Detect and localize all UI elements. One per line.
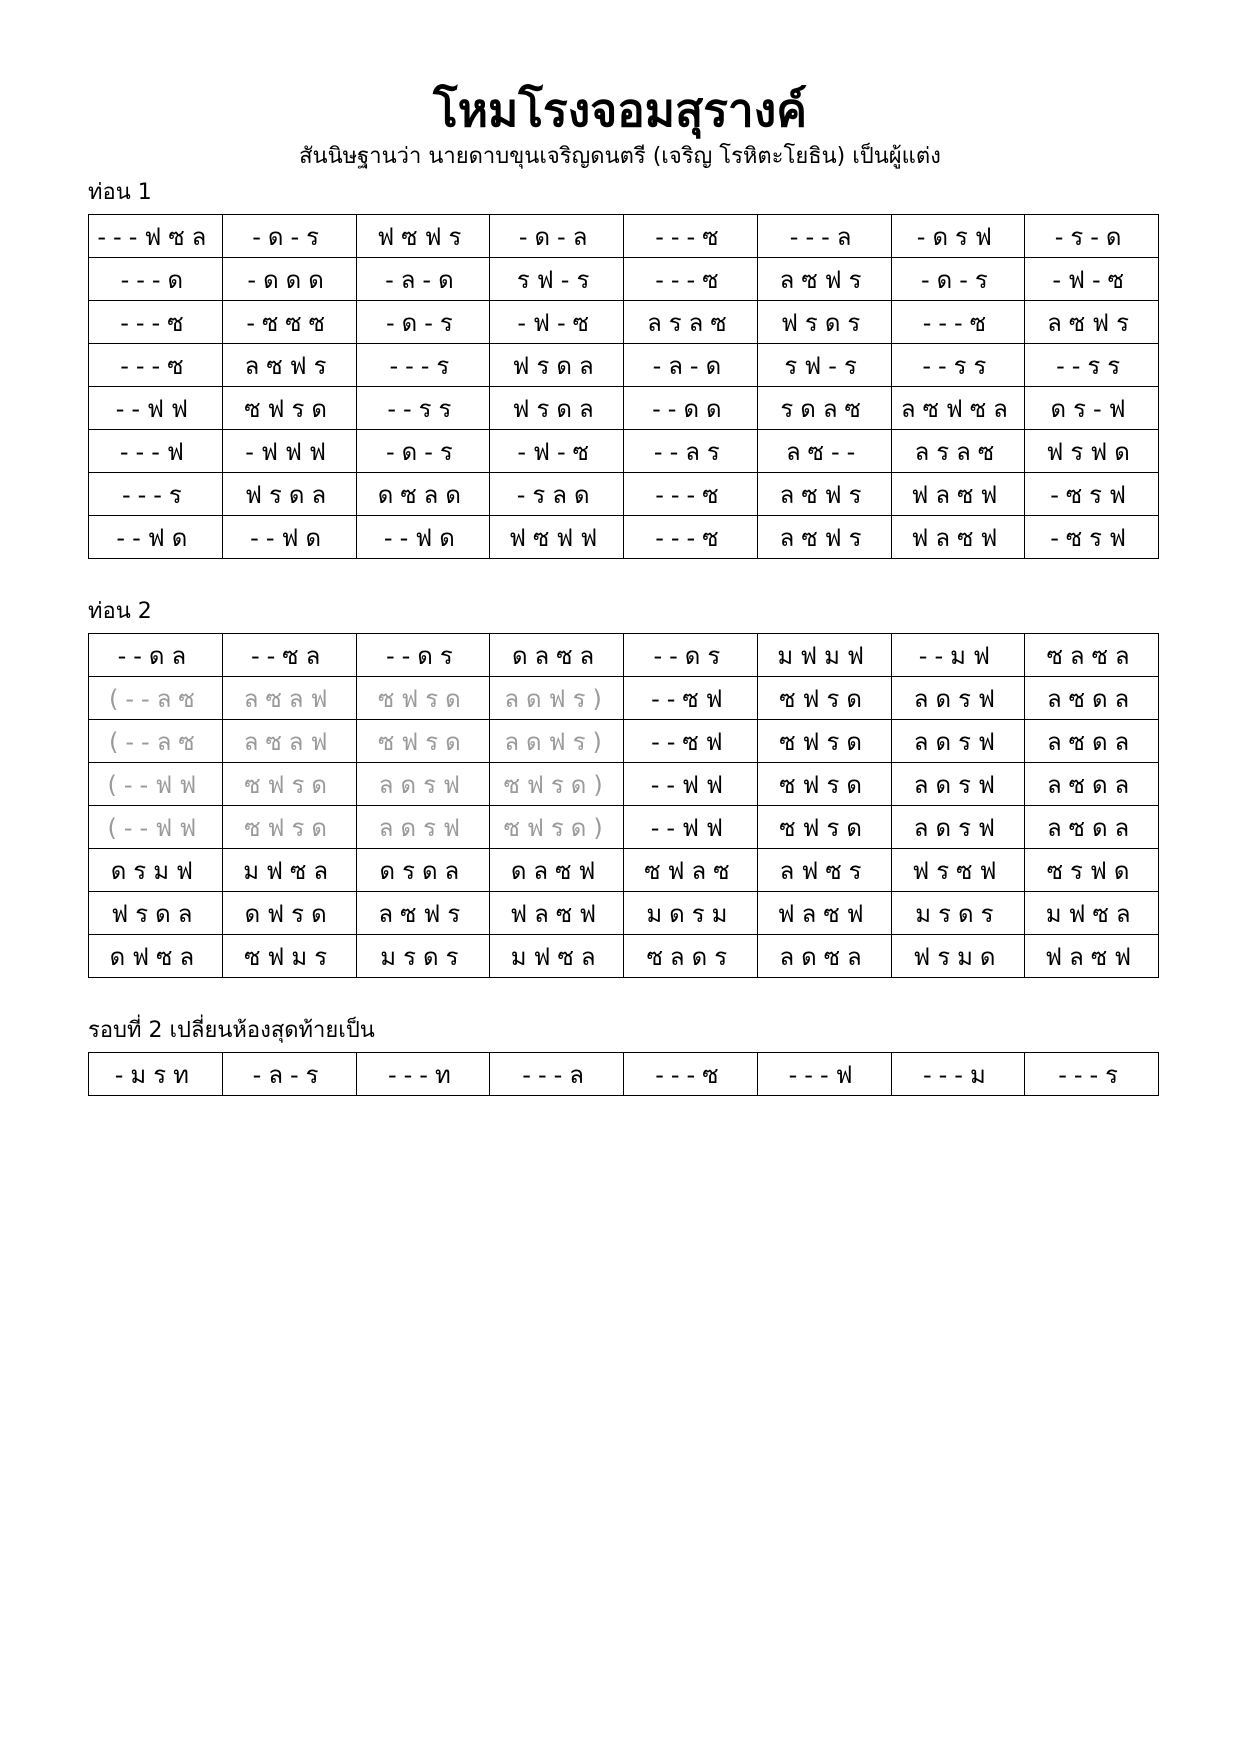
measure-cell: -ดรฟ <box>891 215 1025 258</box>
measure-cell: ---ฟ <box>757 1053 891 1096</box>
measure-cell: -ซรฟ <box>1025 516 1159 559</box>
measure-cell: ซฟรด <box>222 806 356 849</box>
measure-cell: ลซลฟ <box>222 677 356 720</box>
measure-cell: ฟลซฟ <box>891 516 1025 559</box>
measure-cell: -ซรฟ <box>1025 473 1159 516</box>
measure-cell: ลซดล <box>1025 763 1159 806</box>
measure-cell: ซฟลซ <box>624 849 758 892</box>
table-row <box>89 849 1159 892</box>
measure-cell: --ฟด <box>89 516 223 559</box>
measure-cell: ---ร <box>89 473 223 516</box>
measure-cell: --ดร <box>356 634 490 677</box>
measure-cell: ลรลซ <box>624 301 758 344</box>
measure-cell: --ดล <box>89 634 223 677</box>
measure-cell: --ฟฟ <box>624 806 758 849</box>
measure-cell: --ซฟ <box>624 677 758 720</box>
measure-cell: ลซฟร <box>757 473 891 516</box>
section-label-part-1: ท่อน 1 <box>88 180 152 205</box>
measure-cell: ---ร <box>356 344 490 387</box>
measure-cell: ลซฟร <box>1025 301 1159 344</box>
measure-cell: -ล-ร <box>222 1053 356 1096</box>
measure-cell: รดลซ <box>757 387 891 430</box>
table-row <box>89 516 1159 559</box>
measure-cell: ลซฟร <box>356 892 490 935</box>
table-row <box>89 387 1159 430</box>
page-subtitle: สันนิษฐานว่า นายดาบขุนเจริญดนตรี (เจริญ โรหิตะโยธิน) เป็นผู้แต่ง <box>299 144 941 169</box>
measure-cell: มฟซล <box>1025 892 1159 935</box>
measure-cell: มรดร <box>891 892 1025 935</box>
measure-cell: ลฟซร <box>757 849 891 892</box>
measure-cell: ฟรซฟ <box>891 849 1025 892</box>
measure-cell: -ดดด <box>222 258 356 301</box>
measure-cell: ซฟรด <box>222 387 356 430</box>
measure-cell: ---ท <box>356 1053 490 1096</box>
measure-cell: ฟซฟฟ <box>490 516 624 559</box>
table-row <box>89 430 1159 473</box>
measure-cell: ฟซฟร <box>356 215 490 258</box>
measure-cell: --ฟด <box>356 516 490 559</box>
measure-cell: ---ด <box>89 258 223 301</box>
measure-cell: ดรดล <box>356 849 490 892</box>
table-row <box>89 301 1159 344</box>
measure-cell: ---ซ <box>891 301 1025 344</box>
measure-cell: ลซลฟ <box>222 720 356 763</box>
measure-cell: ลซดล <box>1025 720 1159 763</box>
measure-cell: ---ฟซล <box>89 215 223 258</box>
measure-cell: ---ซ <box>624 1053 758 1096</box>
measure-cell: ฟลซฟ <box>757 892 891 935</box>
table-row <box>89 763 1159 806</box>
table-row <box>89 935 1159 978</box>
measure-cell: รฟ-ร <box>757 344 891 387</box>
measure-cell: ซฟรด <box>356 720 490 763</box>
section-label-second-round: รอบที่ 2 เปลี่ยนห้องสุดท้ายเป็น <box>88 1018 375 1043</box>
measure-cell: (--ลซ <box>89 720 223 763</box>
measure-cell: ดรมฟ <box>89 849 223 892</box>
measure-cell: --ฟด <box>222 516 356 559</box>
measure-cell: ---ล <box>490 1053 624 1096</box>
measure-cell: ลซฟซล <box>891 387 1025 430</box>
measure-cell: ฟรดล <box>490 344 624 387</box>
measure-cell: ฟรดร <box>757 301 891 344</box>
measure-cell: รฟ-ร <box>490 258 624 301</box>
measure-cell: -ร-ด <box>1025 215 1159 258</box>
measure-cell: ลดรฟ <box>891 677 1025 720</box>
measure-cell: --ลร <box>624 430 758 473</box>
measure-cell: -ฟ-ซ <box>490 430 624 473</box>
measure-cell: -ด-ร <box>222 215 356 258</box>
table-row <box>89 258 1159 301</box>
measure-cell: ลดฟร) <box>490 677 624 720</box>
measure-cell: ลดรฟ <box>891 806 1025 849</box>
measure-cell: ซฟรด <box>757 677 891 720</box>
measure-cell: มฟซล <box>490 935 624 978</box>
measure-cell: ดฟซล <box>89 935 223 978</box>
measure-cell: (--ฟฟ <box>89 763 223 806</box>
measure-cell: --ซฟ <box>624 720 758 763</box>
measure-cell: ลดรฟ <box>891 720 1025 763</box>
measure-cell: ---ซ <box>89 301 223 344</box>
measure-cell: ลรลซ <box>891 430 1025 473</box>
measure-cell: -ล-ด <box>624 344 758 387</box>
measure-cell: ฟรดล <box>89 892 223 935</box>
measure-cell: ดลซฟ <box>490 849 624 892</box>
measure-cell: ลซฟร <box>757 258 891 301</box>
measure-cell: ลซฟร <box>757 516 891 559</box>
measure-cell: ---ซ <box>89 344 223 387</box>
measure-cell: ลดรฟ <box>356 806 490 849</box>
measure-cell: -ซซซ <box>222 301 356 344</box>
measure-cell: ซฟมร <box>222 935 356 978</box>
notation-table-second-round <box>88 1052 1159 1096</box>
measure-cell: --ฟฟ <box>89 387 223 430</box>
table-row <box>89 1053 1159 1096</box>
measure-cell: ลดรฟ <box>356 763 490 806</box>
table-row <box>89 720 1159 763</box>
measure-cell: ---ซ <box>624 215 758 258</box>
measure-cell: ซลดร <box>624 935 758 978</box>
measure-cell: ดฟรด <box>222 892 356 935</box>
measure-cell: ฟลซฟ <box>1025 935 1159 978</box>
measure-cell: ฟลซฟ <box>490 892 624 935</box>
measure-cell: ฟรดล <box>222 473 356 516</box>
measure-cell: -ด-ร <box>891 258 1025 301</box>
measure-cell: ลดซล <box>757 935 891 978</box>
measure-cell: ฟรมด <box>891 935 1025 978</box>
measure-cell: ซฟรด) <box>490 806 624 849</box>
notation-table-part-1 <box>88 214 1159 559</box>
measure-cell: ซรฟด <box>1025 849 1159 892</box>
measure-cell: ---ล <box>757 215 891 258</box>
measure-cell: ซฟรด <box>222 763 356 806</box>
measure-cell: -ล-ด <box>356 258 490 301</box>
measure-cell: --รร <box>356 387 490 430</box>
measure-cell: -รลด <box>490 473 624 516</box>
measure-cell: -ด-ร <box>356 301 490 344</box>
measure-cell: (--ฟฟ <box>89 806 223 849</box>
measure-cell: ดร-ฟ <box>1025 387 1159 430</box>
measure-cell: ---ฟ <box>89 430 223 473</box>
measure-cell: (--ลซ <box>89 677 223 720</box>
measure-cell: -มรท <box>89 1053 223 1096</box>
measure-cell: ---ม <box>891 1053 1025 1096</box>
page-title: โหมโรงจอมสุรางค์ <box>433 83 807 137</box>
measure-cell: --ดร <box>624 634 758 677</box>
measure-cell: ลดรฟ <box>891 763 1025 806</box>
measure-cell: ซฟรด <box>757 720 891 763</box>
measure-cell: --ดด <box>624 387 758 430</box>
measure-cell: ดลซล <box>490 634 624 677</box>
measure-cell: ---ร <box>1025 1053 1159 1096</box>
measure-cell: -ด-ร <box>356 430 490 473</box>
measure-cell: --ฟฟ <box>624 763 758 806</box>
measure-cell: ---ซ <box>624 473 758 516</box>
measure-cell: มดรม <box>624 892 758 935</box>
measure-cell: ลดฟร) <box>490 720 624 763</box>
measure-cell: ซฟรด <box>356 677 490 720</box>
measure-cell: --มฟ <box>891 634 1025 677</box>
measure-cell: ฟรดล <box>490 387 624 430</box>
measure-cell: ลซ-- <box>757 430 891 473</box>
measure-cell: --รร <box>891 344 1025 387</box>
measure-cell: --ซล <box>222 634 356 677</box>
table-row <box>89 473 1159 516</box>
measure-cell: ฟลซฟ <box>891 473 1025 516</box>
measure-cell: ดซลด <box>356 473 490 516</box>
measure-cell: ลซดล <box>1025 806 1159 849</box>
measure-cell: ซฟรด) <box>490 763 624 806</box>
measure-cell: ---ซ <box>624 516 758 559</box>
notation-table-part-2 <box>88 633 1159 978</box>
measure-cell: -ฟฟฟ <box>222 430 356 473</box>
measure-cell: --รร <box>1025 344 1159 387</box>
measure-cell: ซฟรด <box>757 806 891 849</box>
table-row <box>89 634 1159 677</box>
measure-cell: ลซฟร <box>222 344 356 387</box>
measure-cell: มฟซล <box>222 849 356 892</box>
measure-cell: มรดร <box>356 935 490 978</box>
measure-cell: ลซดล <box>1025 677 1159 720</box>
measure-cell: ---ซ <box>624 258 758 301</box>
table-row <box>89 215 1159 258</box>
table-row <box>89 344 1159 387</box>
measure-cell: ฟรฟด <box>1025 430 1159 473</box>
measure-cell: ซฟรด <box>757 763 891 806</box>
measure-cell: ซลซล <box>1025 634 1159 677</box>
table-row <box>89 677 1159 720</box>
table-row <box>89 892 1159 935</box>
measure-cell: -ด-ล <box>490 215 624 258</box>
measure-cell: -ฟ-ซ <box>490 301 624 344</box>
measure-cell: -ฟ-ซ <box>1025 258 1159 301</box>
section-label-part-2: ท่อน 2 <box>88 599 152 624</box>
measure-cell: มฟมฟ <box>757 634 891 677</box>
table-row <box>89 806 1159 849</box>
